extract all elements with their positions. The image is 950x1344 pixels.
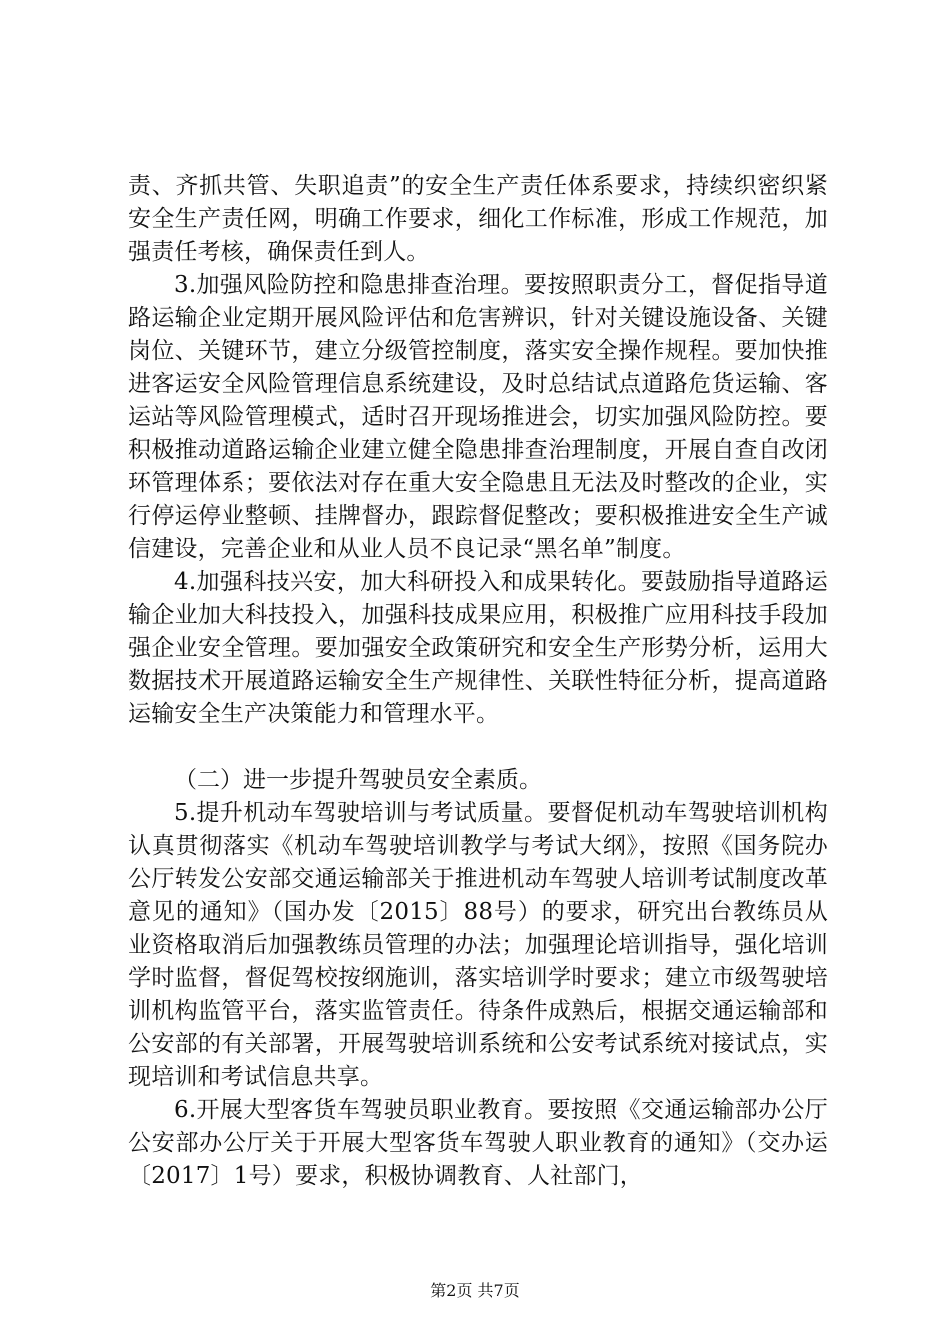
paragraph-technology-safety: 4.加强科技兴安，加大科研投入和成果转化。要鼓励指导道路运输企业加大科技投入，加强科技成果应用，积极推广应用科技手段加强企业安全管理。要加强安全政策研究和安全生产形势分析，运用大数据技术开展道路运输安全生产规律性、关联性特征分析，提高道路运输安全生产决策能力和管理水平。 [128, 569, 828, 727]
page-footer: 第2页 共7页 [430, 1281, 520, 1300]
paragraph-driver-training: 5.提升机动车驾驶培训与考试质量。要督促机动车驾驶培训机构认真贯彻落实《机动车驾驶培训教学与考试大纲》，按照《国务院办公厅转发公安部交通运输部关于推进机动车驾驶人培训考试制度改革意见的通知》（国办发〔2015〕88号）的要求，研究出台教练员从业资格取消后加强教练员管理的办法；加强理论培训指导，强化培训学时监督，督促驾校按纲施训，落实培训学时要求；建立市级驾驶培训机构监管平台，落实监管责任。待条件成熟后，根据交通运输部和公安部的有关部署，开展驾驶培训系统和公安考试系统对接试点，实现培训和考试信息共享。 [128, 800, 828, 1090]
section-heading-driver-quality: （二）进一步提升驾驶员安全素质。 [174, 767, 542, 793]
paragraph-responsibility-system: 责、齐抓共管、失职追责”的安全生产责任体系要求，持续织密织紧安全生产责任网，明确工作要求，细化工作标准，形成工作规范，加强责任考核，确保责任到人。 [128, 173, 828, 265]
paragraph-vocational-education: 6.开展大型客货车驾驶员职业教育。要按照《交通运输部办公厅公安部办公厅关于开展大型客货车驾驶人职业教育的通知》（交办运〔2017〕1号）要求，积极协调教育、人社部门， [128, 1097, 828, 1189]
paragraph-risk-control: 3.加强风险防控和隐患排查治理。要按照职责分工，督促指导道路运输企业定期开展风险评估和危害辨识，针对关键设施设备、关键岗位、关键环节，建立分级管控制度，落实安全操作规程。要加快推进客运安全风险管理信息系统建设，及时总结试点道路危货运输、客运站等风险管理模式，适时召开现场推进会，切实加强风险防控。要积极推动道路运输企业建立健全隐患排查治理制度，开展自查自改闭环管理体系；要依法对存在重大安全隐患且无法及时整改的企业，实行停运停业整顿、挂牌督办，跟踪督促整改；要积极推进安全生产诚信建设，完善企业和从业人员不良记录“黑名单”制度。 [128, 272, 828, 562]
document-body [128, 170, 828, 1193]
